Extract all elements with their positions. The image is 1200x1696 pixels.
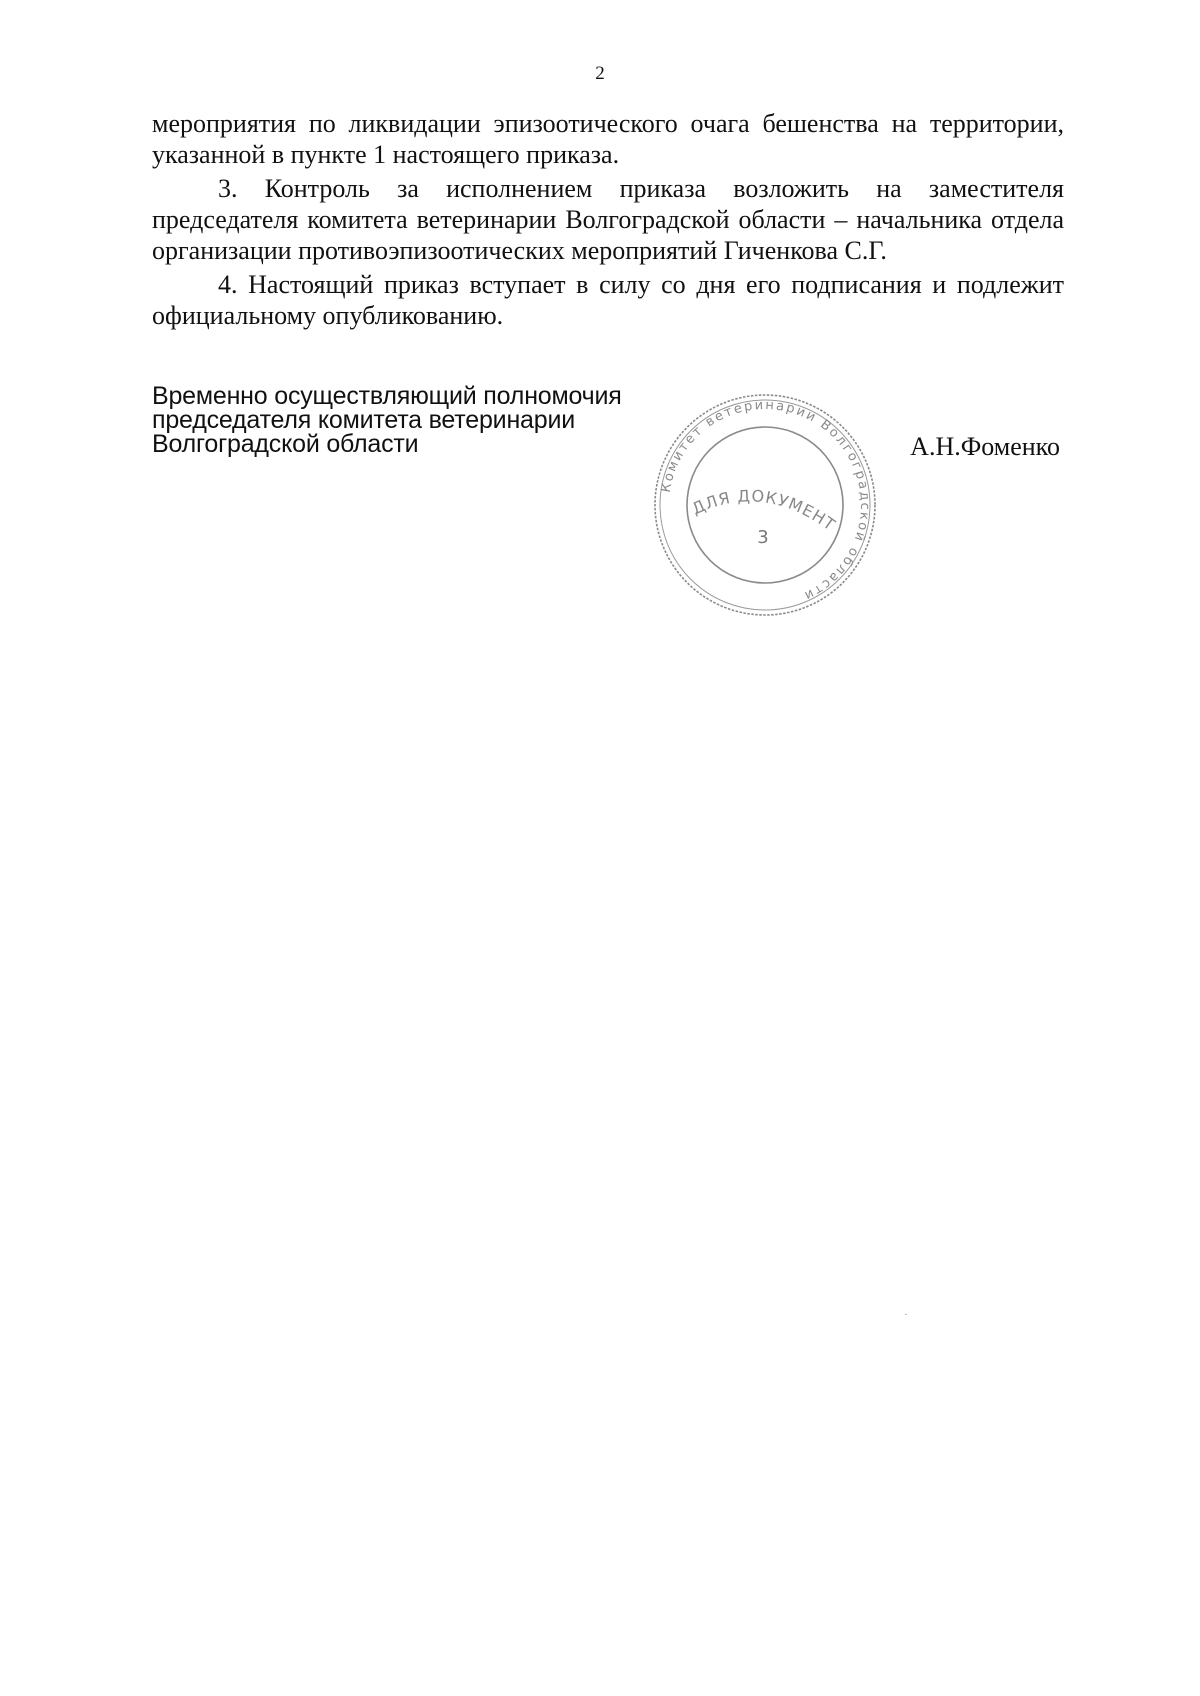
official-seal-stamp <box>645 385 885 625</box>
stamp-graphic <box>645 385 885 625</box>
scan-speck <box>905 1314 907 1315</box>
stamp-center-text: ДЛЯ ДОКУМЕНТ <box>688 486 840 535</box>
paragraph-item-3: 3. Контроль за исполнением приказа возложить на заместителя председателя комитета ветеринарии Волгоградской области – начальника отдела организации противоэпизоотических мероприятий Гиченкова С.Г. <box>152 174 1064 265</box>
document-body <box>152 108 1064 334</box>
stamp-number: 3 <box>757 527 769 548</box>
signatory-position <box>152 384 672 456</box>
page-number: 2 <box>595 63 605 84</box>
signatory-position-line: Временно осуществляющий полномочия <box>152 382 622 410</box>
paragraph-item-4: 4. Настоящий приказ вступает в силу со дня его подписания и подлежит официальному опубликованию. <box>152 270 1064 330</box>
paragraph-continuation: мероприятия по ликвидации эпизоотического очага бешенства на территории, указанной в пункте 1 настоящего приказа. <box>152 109 1064 169</box>
signatory-name: А.Н.Фоменко <box>910 432 1060 461</box>
stamp-outer-text: Комитет ветеринарии Волгоградской области <box>658 397 873 604</box>
signatory-position-line: Волгоградской области <box>152 430 419 458</box>
signatory-position-line: председателя комитета ветеринарии <box>152 406 575 434</box>
